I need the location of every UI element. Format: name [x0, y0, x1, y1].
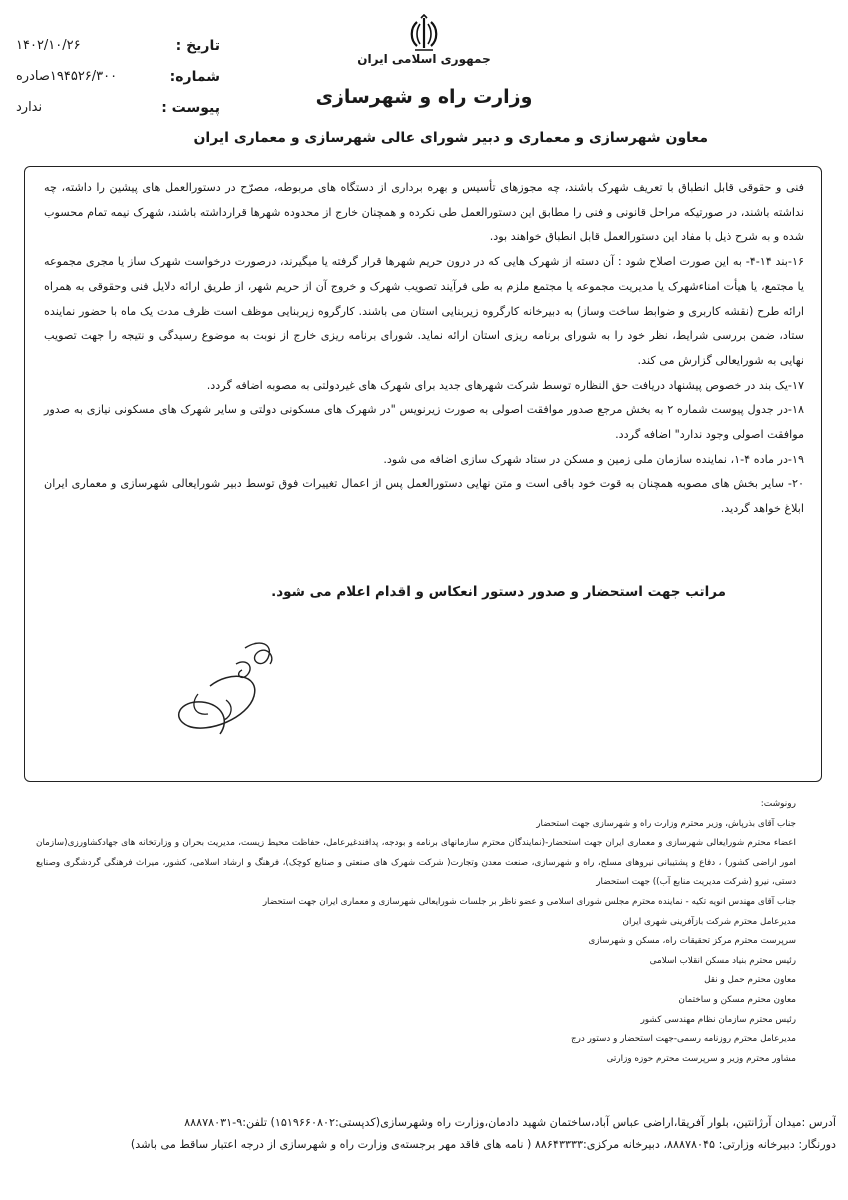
attachment-label: پیوست : [161, 99, 220, 116]
cc-item: مدیرعامل محترم روزنامه رسمی-جهت استحضار و دستور درج [570, 1034, 796, 1045]
cc-list [36, 795, 796, 1069]
government-title: جمهوری اسلامی ایران [357, 52, 491, 66]
body-paragraph: ۱۸-در جدول پیوست شماره ۲ به بخش مرجع صدور موافقت اصولی به صورت زیرنویس "در شهرک های مسکونی دولتی و سایر شهرک های مسکونی نیازی به صدور موافقت اصولی وجود ندارد" اضافه گردد. [44, 403, 804, 442]
iran-emblem-icon [404, 14, 444, 54]
date-label: تاریخ : [175, 37, 220, 54]
cc-item: معاون محترم حمل و نقل [704, 975, 796, 986]
number-value: ۱۹۴۵۲۶/۳۰۰صادره [16, 69, 118, 84]
body-paragraph: ۱۶-بند ۱۴-۴- به این صورت اصلاح شود : آن دسته از شهرک هایی که در درون حریم شهرها قرار گرفته یا میگیرند، درصورت درخواست شهرک ساز یا مجری مجموعه یا مجتمع، یا هیأت امناءشهرک یا مدیریت مجموعه یا مجتمع ملزم به طی فرآیند تصویب شهرک و خروج آن از حریم شهر، از طریق ارائه دلایل فنی وحقوقی به همراه ارائه طرح (نقشه کاربری و ضوابط ساخت وساز) به دبیرخانه کارگروه زیربنایی استان می باشند. کارگروه زیربنایی موظف است ظرف مدت یک ماه با حضور نماینده ستاد، ضمن بررسی شرایط، نظر خود را به شورای برنامه ریزی استان ارائه نماید. شورای برنامه ریزی خارج از نوبت به موضوع رسیدگی و نتیجه را جهت تصویب نهایی به شورایعالی گزارش می کند. [44, 255, 804, 367]
attachment-value: ندارد [16, 100, 43, 115]
body-paragraph: فنی و حقوقی قابل انطباق با تعریف شهرک باشند، چه مجوزهای تأسیس و بهره برداری از دستگاه های مربوطه، مصرّح در دستورالعمل های پیشین را داشته، چه نداشته باشند، در صورتیکه مراحل قانونی و فنی را مطابق این دستورالعمل طی نکرده و همچنان خارج از محدوده شهرها قرارداشته باشند، شهرک نیمه تمام محسوب شده و به شرح ذیل با مفاد این دستورالعمل قابل انطباق خواهند بود. [44, 181, 804, 244]
cc-item: اعضاء محترم شورایعالی شهرسازی و معماری ایران جهت استحضار-(نمایندگان محترم سازمانهای برنامه و بودجه، پدافندغیرعامل، حفاظت محیط زیست، مدیریت بحران و وزارتخانه های جهادکشاورزی(سازمان امور اراضی کشور) ، دفاع و پشتیبانی نیروهای مسلح، راه و شهرسازی، صنعت معدن وتجارت( شرکت شهرک های صنعتی و صنایع کوچک)، فرهنگ و ارشاد اسلامی، کشور، میراث فرهنگی گردشگری وصنایع دستی، نیرو (شرکت مدیریت منابع آب)) جهت استحضار [36, 838, 796, 888]
cc-item: مدیرعامل محترم شرکت بازآفرینی شهری ایران [622, 916, 796, 927]
deputy-title: معاون شهرسازی و معماری و دبیر شورای عالی شهرسازی و معماری ایران [193, 130, 708, 146]
number-label: شماره: [169, 68, 220, 85]
cc-item: معاون محترم مسکن و ساختمان [678, 994, 796, 1005]
footer-address: آدرس :میدان آرژانتین، بلوار آفریقا،اراضی عباس آباد،ساختمان شهید دادمان،وزارت راه وشهرسازی(کدپستی:۱۵۱۹۶۶۰۸۰۲) تلفن:۹-۸۸۸۷۸۰۳۱ [184, 1116, 836, 1129]
body-paragraph: ۱۹-در ماده ۴-۱، نماینده سازمان ملی زمین و مسکن در ستاد شهرک سازی اضافه می شود. [383, 452, 804, 466]
attachment-row [10, 92, 220, 123]
body-paragraph: ۲۰- سایر بخش های مصوبه همچنان به قوت خود باقی است و متن نهایی دستورالعمل پس از اعمال تغییرات فوق توسط دبیر شورایعالی شهرسازی و معماری ایران ابلاغ خواهد گردید. [44, 477, 804, 516]
letter-footer [12, 1112, 836, 1156]
cc-item: رئیس محترم بنیاد مسکن انقلاب اسلامی [649, 955, 796, 966]
letter-meta [10, 30, 220, 123]
cc-item: سرپرست محترم مرکز تحقیقات راه، مسکن و شهرسازی [588, 936, 796, 947]
cc-item: رئیس محترم سازمان نظام مهندسی کشور [640, 1014, 796, 1025]
cc-item: جناب آقای مهندس انویه تکیه - نماینده محترم مجلس شورای اسلامی و عضو ناظر بر جلسات شورایعالی شهرسازی و معماری ایران جهت استحضار [262, 896, 796, 907]
footer-fax: دورنگار: دبیرخانه وزارتی: ۸۸۸۷۸۰۴۵، دبیرخانه مرکزی:۸۸۶۴۳۳۳۳ ( نامه های فاقد مهر برجسته‌ی وزارت راه و شهرسازی از درجه اعتبار ساقط می باشد) [130, 1138, 836, 1151]
cc-item: مشاور محترم وزیر و سرپرست محترم حوزه وزارتی [606, 1053, 796, 1064]
closing-line: مراتب جهت استحضار و صدور دستور انعکاس و اقدام اعلام می شود. [271, 584, 726, 600]
date-row [10, 30, 220, 61]
date-value: ۱۴۰۲/۱۰/۲۶ [16, 38, 81, 53]
ministry-title: وزارت راه و شهرسازی [315, 86, 533, 108]
cc-title: رونوشت: [760, 799, 796, 809]
body-paragraph: ۱۷-یک بند در خصوص پیشنهاد دریافت حق النظاره توسط شرکت شهرهای جدید برای شهرک های غیردولتی به مصوبه اضافه گردد. [206, 378, 804, 392]
letter-body [44, 176, 804, 522]
cc-item: جناب آقای بذرپاش، وزیر محترم وزارت راه و شهرسازی جهت استحضار [536, 818, 796, 829]
handwritten-signature [150, 630, 300, 750]
number-row [10, 61, 220, 92]
